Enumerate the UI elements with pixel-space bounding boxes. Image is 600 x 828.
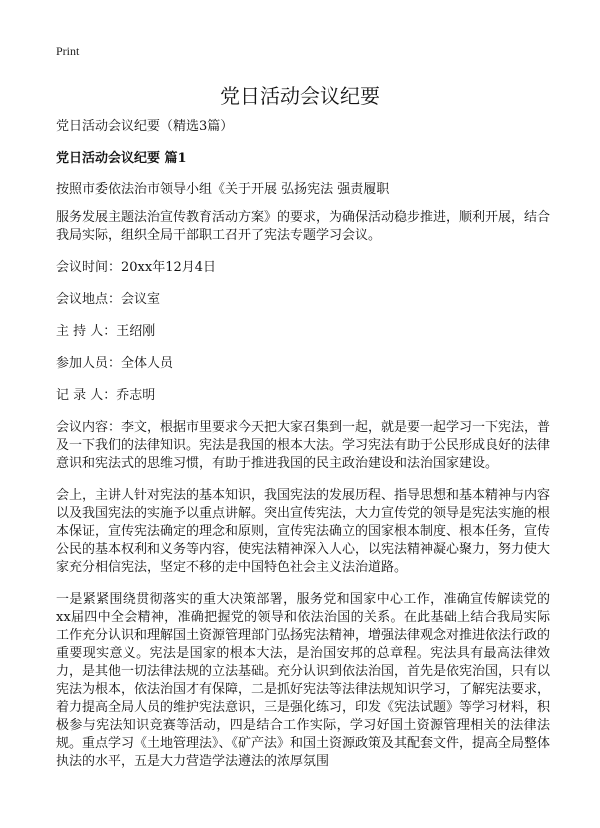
document-subtitle: 党日活动会议纪要（精选3篇） [56,119,234,134]
page-title: 党日活动会议纪要 [220,84,380,108]
print-link[interactable]: Print [56,44,80,58]
meeting-host: 主 持 人：王绍刚 [56,324,156,339]
section-heading: 党日活动会议纪要 篇1 [56,151,187,166]
meeting-attendees: 参加人员：全体人员 [56,356,174,371]
meeting-time: 会议时间：20xx年12月4日 [56,260,217,275]
meeting-content-paragraph: 会议内容：李文，根据市里要求今天把大家召集到一起，就是要一起学习一下宪法，普及一下我们的法律知识。宪法是我国的根本大法。学习宪法有助于公民形成良好的法律意识和宪法式的思维习惯，有助于推进我国的民主政治建设和法治国家建设。 [56,420,551,471]
key-points-paragraph: 一是紧紧围绕贯彻落实的重大决策部署，服务党和国家中心工作，准确宣传解读党的xx届四中全会精神，准确把握党的领导和依法治国的关系。在此基础上结合我局实际工作充分认识和理解国土资源管理部门弘扬宪法精神，增强法律观念对推进依法行政的重要现实意义。宪法是国家的根本大法，是治国安邦的总章程。宪法具有最高法律效力，是其他一切法律法规的立法基础。充分认识到依法治国，首先是依宪治国，只有以宪法为根本，依法治国才有保障，二是抓好宪法等法律法规知识学习，了解宪法要求，着力提高全局人员的维护宪法意识，三是强化练习，印发《宪法试题》等学习材料，积极参与宪法知识竞赛等活动，四是结合工作实际，学习好国土资源管理相关的法律法规。重点学习《土地管理法》、《矿产法》和国土资源政策及其配套文件，提高全局整体执法的水平，五是大力营造学法遵法的浓厚氛围 [56,592,551,769]
meeting-place: 会议地点：会议室 [56,292,161,307]
document-body [56,118,550,771]
meeting-recorder: 记 录 人：乔志明 [56,388,156,403]
intro-line: 按照市委依法治市领导小组《关于开展 弘扬宪法 强责履职 [56,182,390,197]
intro-paragraph: 服务发展主题法治宣传教育活动方案》的要求，为确保活动稳步推进，顺利开展，结合我局实际，组织全局干部职工召开了宪法专题学习会议。 [56,210,551,243]
lecture-paragraph: 会上，主讲人针对宪法的基本知识，我国宪法的发展历程、指导思想和基本精神与内容以及我国宪法的实施予以重点讲解。突出宣传宪法，大力宣传党的领导是宪法实施的根本保证，宣传宪法确定的理念和原则，宣传宪法确立的国家根本制度、根本任务，宣传公民的基本权利和义务等内容，使宪法精神深入人心，以宪法精神凝心聚力，努力使大家充分相信宪法，坚定不移的走中国特色社会主义法治道路。 [56,488,551,575]
